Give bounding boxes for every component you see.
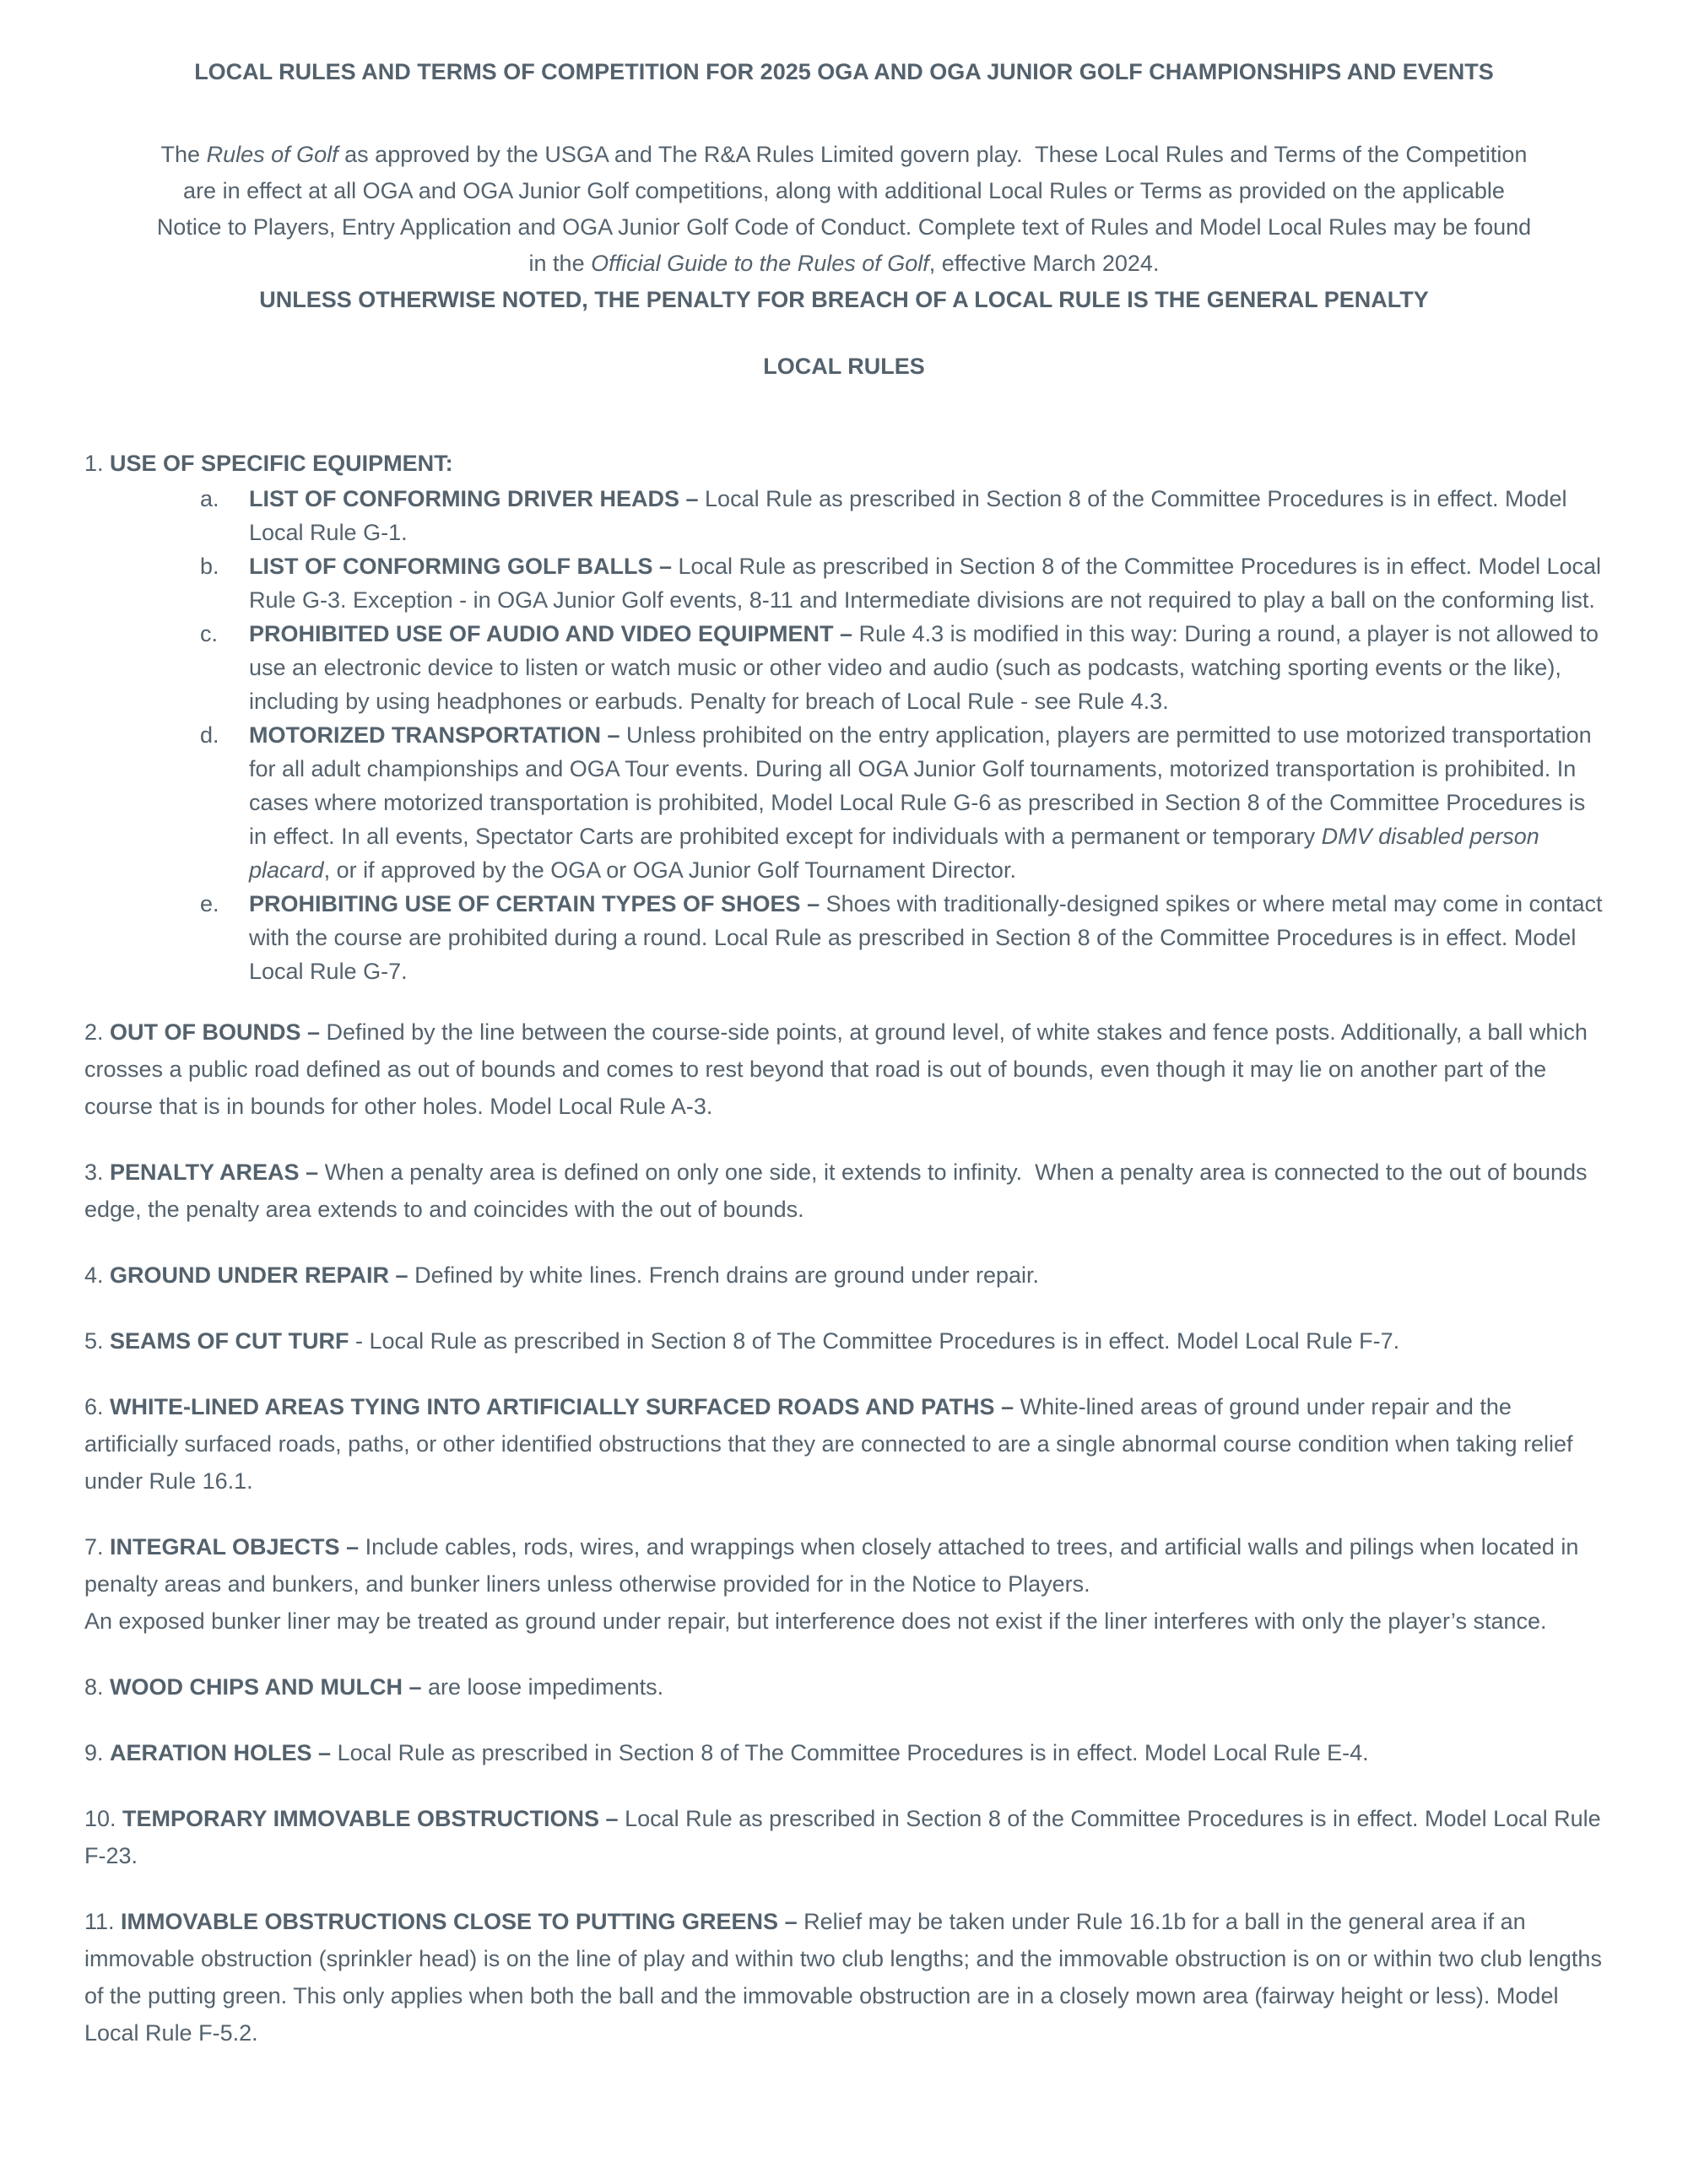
penalty-warning: UNLESS OTHERWISE NOTED, THE PENALTY FOR BREACH OF A LOCAL RULE IS THE GENERAL PENALTY	[259, 287, 1429, 312]
rule-subitem-e	[84, 887, 1610, 988]
rule-paragraph-7	[84, 1528, 1604, 1640]
body-text: , or if approved by the OGA or OGA Junior Golf Tournament Director.	[323, 857, 1016, 883]
bold-text: MOTORIZED TRANSPORTATION –	[249, 722, 627, 748]
subitem-letter: b.	[200, 554, 219, 579]
bold-text: PROHIBITED USE OF AUDIO AND VIDEO EQUIPMENT –	[249, 621, 859, 646]
rule-paragraph-9	[84, 1734, 1604, 1771]
rule-paragraph-4	[84, 1257, 1604, 1294]
rule-number: 7.	[84, 1534, 111, 1560]
rule-paragraph-6	[84, 1388, 1604, 1500]
body-text: Defined by the line between the course-side points, at ground level, of white stakes and fence posts. Additionally, a ball which crosses a public road defined as out of bounds and comes to rest beyond that road is out of bounds, even though it may lie on another part of the course that is in bounds for other holes. Model Local Rule A-3.	[84, 1019, 1594, 1119]
bold-text: GROUND UNDER REPAIR –	[110, 1262, 415, 1288]
bold-text: TEMPORARY IMMOVABLE OBSTRUCTIONS –	[122, 1806, 625, 1831]
body-text: The	[160, 142, 207, 167]
rule-number: 2.	[84, 1019, 111, 1045]
body-text: Local Rule as prescribed in Section 8 of the Committee Procedures is in effect. Model Local Rule G-3. Exception - in OGA Junior Golf events, 8-11 and Intermediate divisions are not required to play a ball on the conforming list.	[249, 554, 1608, 613]
body-text: as approved by the USGA and The R&A Rules Limited govern play. These Local Rules and Terms of the Competition	[338, 142, 1528, 167]
rule-number: 10.	[84, 1806, 123, 1831]
local-rules-heading: LOCAL RULES	[763, 354, 925, 379]
bold-text: PROHIBITING USE OF CERTAIN TYPES OF SHOES –	[249, 891, 826, 916]
body-text: Local Rule as prescribed in Section 8 of The Committee Procedures is in effect. Model Local Rule E-4.	[337, 1740, 1369, 1765]
rule-number: 11.	[84, 1909, 122, 1934]
rule-subitem-b	[84, 549, 1608, 617]
bold-text: IMMOVABLE OBSTRUCTIONS CLOSE TO PUTTING GREENS –	[121, 1909, 804, 1934]
rule-number: 1.	[84, 451, 111, 476]
body-text: Include cables, rods, wires, and wrappings when closely attached to trees, and artificial walls and pilings when located in penalty areas and bunkers, and bunker liners unless otherwise provided for in the Notice to Players.	[84, 1534, 1585, 1597]
rule-paragraph-1	[84, 445, 1610, 988]
bold-text: WOOD CHIPS AND MULCH –	[110, 1674, 429, 1700]
rule-number: 8.	[84, 1674, 111, 1700]
bold-text: LIST OF CONFORMING GOLF BALLS –	[249, 554, 679, 579]
subitem-letter: d.	[200, 722, 219, 748]
body-text: Local Rule as prescribed in Section 8 of the Committee Procedures is in effect. Model Local Rule G-1.	[249, 486, 1574, 545]
rule-number: 3.	[84, 1160, 111, 1185]
bold-text: USE OF SPECIFIC EQUIPMENT:	[110, 451, 453, 476]
italic-text: Rules of Golf	[206, 142, 338, 167]
body-text: Rule 4.3 is modified in this way: During a round, a player is not allowed to use an electronic device to listen or watch music or other video and audio (such as podcasts, watching sporting events or the like), including by using headphones or earbuds. Penalty for breach of Local Rule - see Rule 4.3.	[249, 621, 1605, 714]
subitem-letter: e.	[200, 891, 219, 916]
subitem-letter: c.	[200, 621, 219, 646]
italic-text: DMV disabled person placard	[249, 824, 1546, 883]
body-text: are in effect at all OGA and OGA Junior Golf competitions, along with additional Local Rules or Terms as provided on the applicable	[183, 178, 1505, 203]
bold-text: INTEGRAL OBJECTS –	[110, 1534, 365, 1560]
body-text: When a penalty area is defined on only one side, it extends to infinity. When a penalty area is connected to the out of bounds edge, the penalty area extends to and coincides with the out of bounds.	[84, 1160, 1594, 1222]
bold-text: SEAMS OF CUT TURF	[110, 1328, 349, 1354]
body-text: Shoes with traditionally-designed spikes or where metal may come in contact with the course are prohibited during a round. Local Rule as prescribed in Section 8 of the Committee Procedures is in effect. Model Local Rule G-7.	[249, 891, 1610, 984]
intro-paragraph	[57, 137, 1631, 282]
rule-subitem-d	[84, 718, 1604, 887]
rule-paragraph-11	[84, 1903, 1609, 2052]
subitem-letter: a.	[200, 486, 219, 511]
rule-number: 5.	[84, 1328, 111, 1354]
rule-paragraph-8	[84, 1668, 1604, 1706]
rule-subitems	[84, 482, 1610, 988]
body-text: in the	[528, 251, 592, 276]
document-title: LOCAL RULES AND TERMS OF COMPETITION FOR 2025 OGA AND OGA JUNIOR GOLF CHAMPIONSHIPS AND EVENTS	[194, 59, 1494, 84]
body-text: - Local Rule as prescribed in Section 8 of The Committee Procedures is in effect. Model Local Rule F-7.	[349, 1328, 1400, 1354]
body-text: Notice to Players, Entry Application and OGA Junior Golf Code of Conduct. Complete text of Rules and Model Local Rules may be found	[156, 214, 1532, 240]
rule-paragraph-3	[84, 1154, 1604, 1228]
body-text: Relief may be taken under Rule 16.1b for a ball in the general area if an immovable obstruction (sprinkler head) is on the line of play and within two club lengths; and the immovable obstruction is on or within two club lengths of the putting green. This only applies when both the ball and the immovable obstruction are in a closely mown area (fairway height or less). Model Local Rule F-5.2.	[84, 1909, 1609, 2046]
body-text: White-lined areas of ground under repair and the artificially surfaced roads, paths, or other identified obstructions that they are connected to are a single abnormal course condition when taking relief under Rule 16.1.	[84, 1394, 1580, 1494]
body-text: An exposed bunker liner may be treated as ground under repair, but interference does not exist if the liner interferes with only the player’s stance.	[84, 1608, 1547, 1634]
bold-text: WHITE-LINED AREAS TYING INTO ARTIFICIALLY SURFACED ROADS AND PATHS –	[110, 1394, 1020, 1419]
rule-number: 6.	[84, 1394, 111, 1419]
rule-subitem-c	[84, 617, 1604, 718]
body-text: Unless prohibited on the entry application, players are permitted to use motorized transportation for all adult championships and OGA Tour events. During all OGA Junior Golf tournaments, motorized transportation is prohibited. In cases where motorized transportation is prohibited, Model Local Rule G-6 as prescribed in Section 8 of the Committee Procedures is in effect. In all events, Spectator Carts are prohibited except for individuals with a permanent or temporary	[249, 722, 1599, 849]
bold-text: PENALTY AREAS –	[110, 1160, 325, 1185]
bold-text: OUT OF BOUNDS –	[110, 1019, 327, 1045]
rule-paragraph-5	[84, 1322, 1604, 1360]
rule-paragraph-2	[84, 1014, 1604, 1125]
rule-number: 9.	[84, 1740, 111, 1765]
italic-text: Official Guide to the Rules of Golf	[591, 251, 929, 276]
rule-subitem-a	[84, 482, 1604, 549]
rules-list	[84, 445, 1610, 2052]
bold-text: AERATION HOLES –	[110, 1740, 338, 1765]
body-text: are loose impediments.	[428, 1674, 664, 1700]
bold-text: LIST OF CONFORMING DRIVER HEADS –	[249, 486, 706, 511]
body-text: Local Rule as prescribed in Section 8 of the Committee Procedures is in effect. Model Local Rule F-23.	[84, 1806, 1608, 1868]
body-text: , effective March 2024.	[928, 251, 1160, 276]
rule-number: 4.	[84, 1262, 111, 1288]
rule-paragraph-10	[84, 1800, 1608, 1874]
body-text: Defined by white lines. French drains are ground under repair.	[414, 1262, 1039, 1288]
